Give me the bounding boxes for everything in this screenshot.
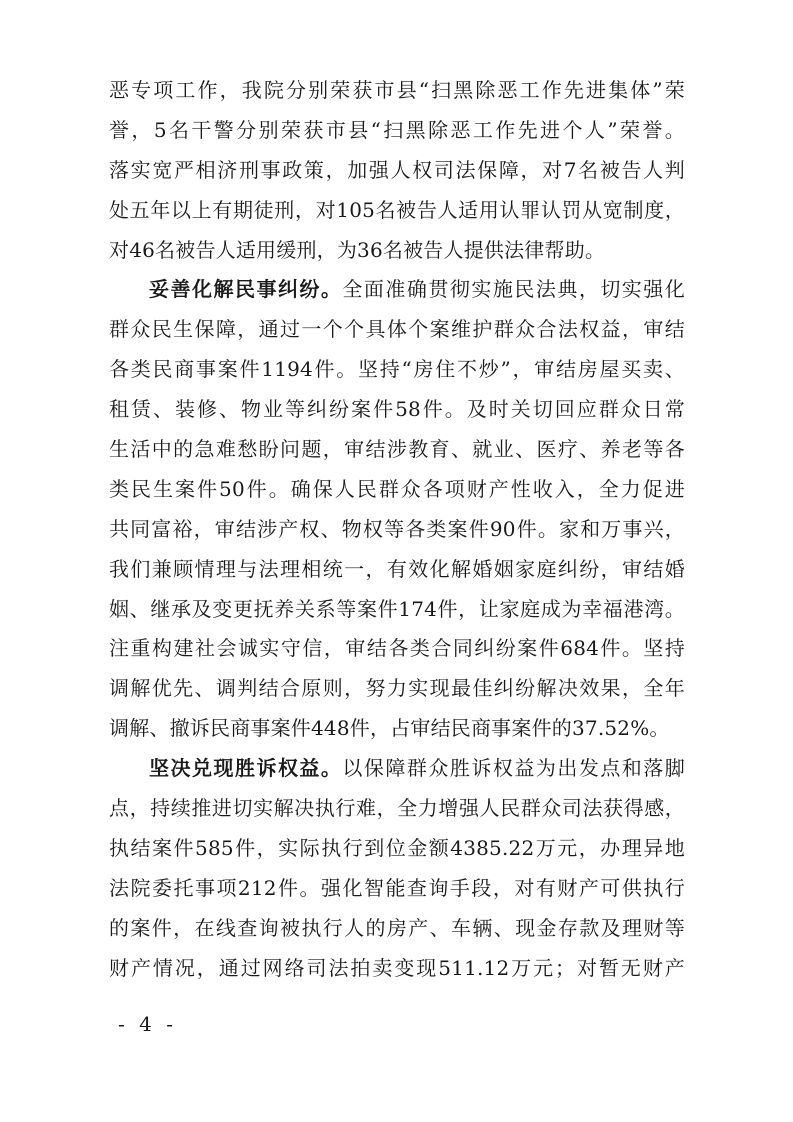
section-heading-execution: 坚决兑现胜诉权益。 xyxy=(149,756,343,781)
text-line: 对46名被告人适用缓刑，为36名被告人提供法律帮助。 xyxy=(109,237,606,262)
paragraph-civil-first-line xyxy=(109,270,685,310)
text-line: 注重构建社会诚实守信，审结各类合同纠纷案件684件。坚持 xyxy=(109,636,685,661)
body-text xyxy=(109,71,685,988)
text-line: 恶专项工作，我院分别荣获市县“扫黑除恶工作先进集体”荣 xyxy=(109,78,685,102)
text-line: 誉，5名干警分别荣获市县“扫黑除恶工作先进个人”荣誉。 xyxy=(109,117,685,142)
text-line: 共同富裕，审结涉产权、物权等各类案件90件。家和万事兴， xyxy=(109,516,685,541)
text-line: 财产情况，通过网络司法拍卖变现511.12万元；对暂无财产 xyxy=(109,955,685,980)
text-line: 各类民商事案件1194件。坚持“房住不炒”，审结房屋买卖、 xyxy=(109,357,685,382)
text-line: 我们兼顾情理与法理相统一，有效化解婚姻家庭纠纷，审结婚 xyxy=(109,556,685,581)
text-line: 姻、继承及变更抚养关系等案件174件，让家庭成为幸福港湾。 xyxy=(109,596,685,621)
text-line: 执结案件585件，实际执行到位金额4385.22万元，办理异地 xyxy=(109,835,685,860)
text-line: 落实宽严相济刑事政策，加强人权司法保障，对7名被告人判 xyxy=(109,157,685,182)
text-span: 以保障群众胜诉权益为出发点和落脚 xyxy=(342,756,685,781)
text-line: 群众民生保障，通过一个个具体个案维护群众合法权益，审结 xyxy=(109,317,685,342)
text-line: 租赁、装修、物业等纠纷案件58件。及时关切回应群众日常 xyxy=(109,397,685,422)
text-line: 点，持续推进切实解决执行难，全力增强人民群众司法获得感， xyxy=(109,796,685,821)
paragraph-execution-first-line xyxy=(109,749,685,789)
text-line: 处五年以上有期徒刑，对105名被告人适用认罪认罚从宽制度， xyxy=(109,197,685,222)
text-line: 的案件，在线查询被执行人的房产、车辆、现金存款及理财等 xyxy=(109,915,685,940)
text-span: 全面准确贯彻实施民法典，切实强化 xyxy=(342,277,685,302)
text-line: 法院委托事项212件。强化智能查询手段，对有财产可供执行 xyxy=(109,875,685,900)
page-number: - 4 - xyxy=(118,1012,177,1036)
text-line: 调解优先、调判结合原则，努力实现最佳纠纷解决效果，全年 xyxy=(109,676,685,701)
section-heading-civil: 妥善化解民事纠纷。 xyxy=(149,277,343,302)
text-line: 类民生案件50件。确保人民群众各项财产性收入，全力促进 xyxy=(109,476,685,501)
text-line: 调解、撤诉民商事案件448件，占审结民商事案件的37.52%。 xyxy=(109,716,670,741)
text-line: 生活中的急难愁盼问题，审结涉教育、就业、医疗、养老等各 xyxy=(109,437,685,462)
